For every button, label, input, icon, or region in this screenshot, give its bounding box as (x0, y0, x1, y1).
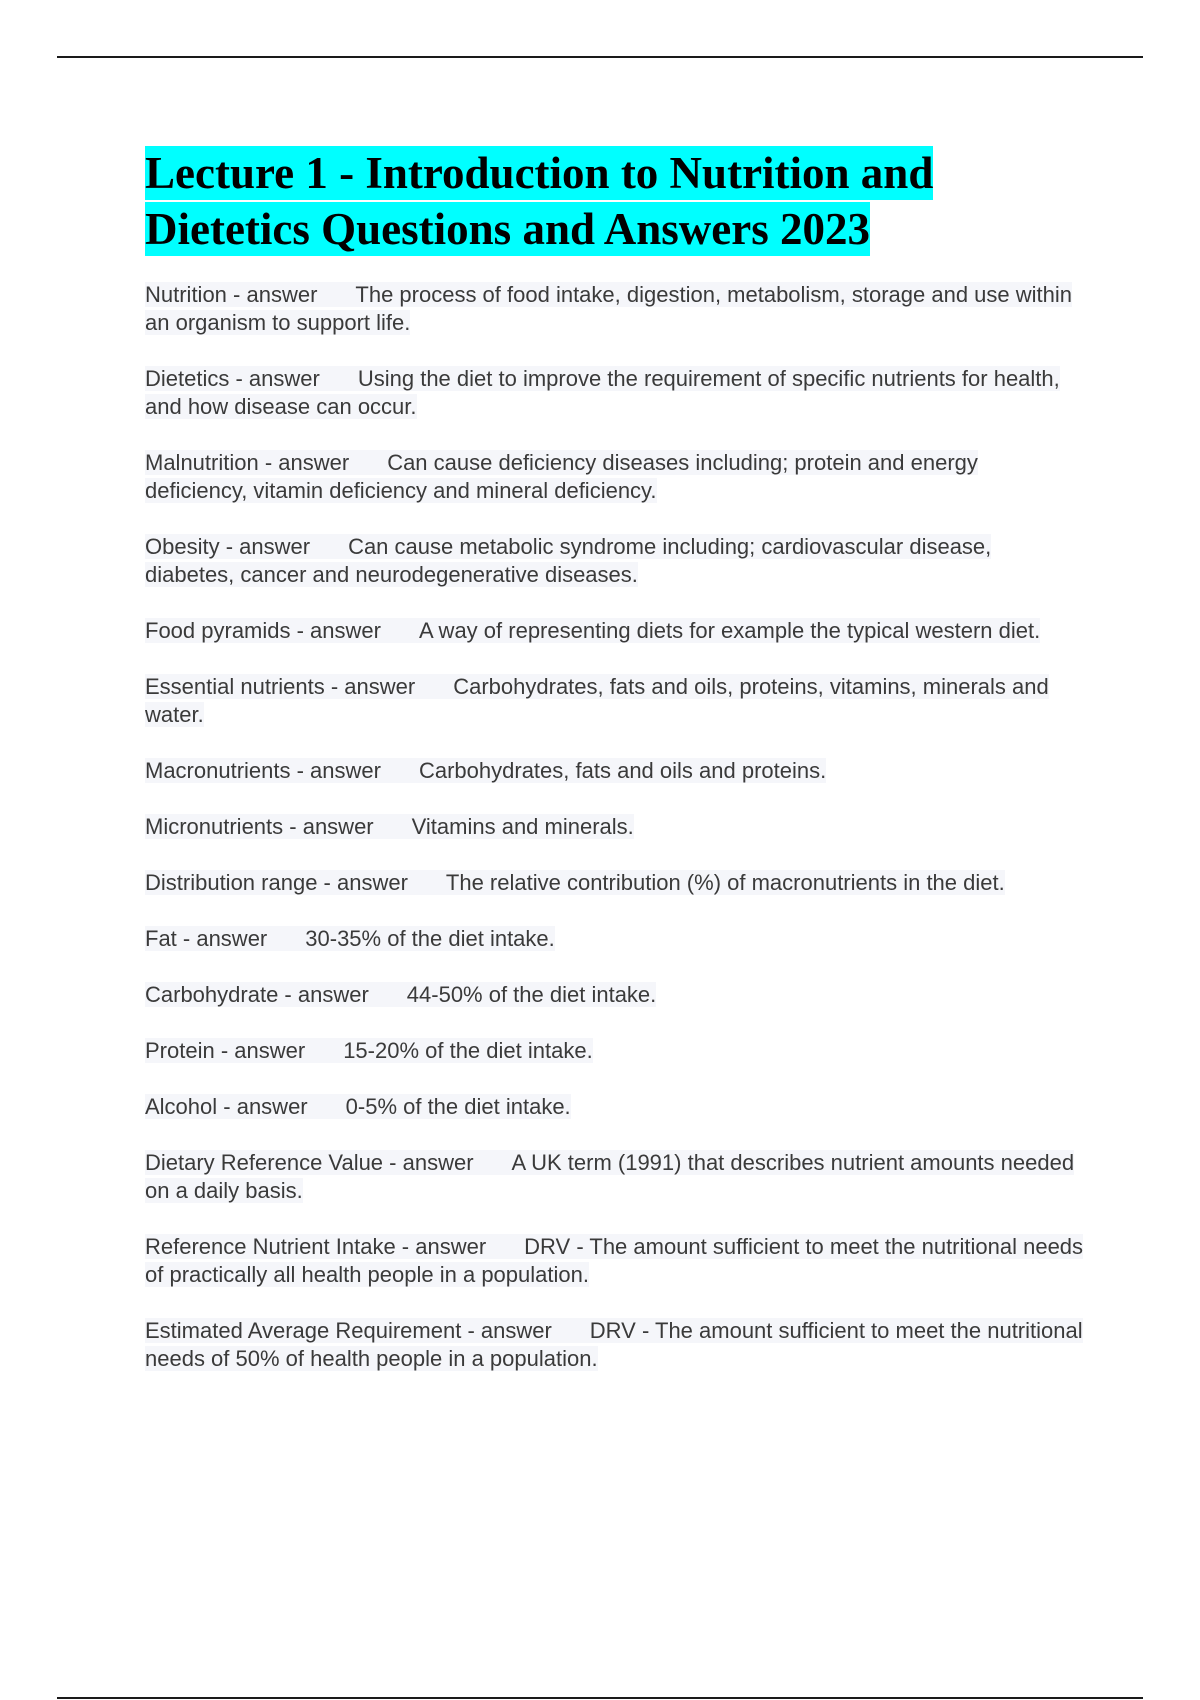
qa-item (145, 813, 1085, 841)
qa-answer: 44-50% of the diet intake. (406, 982, 657, 1007)
qa-list (145, 281, 1085, 1373)
page-title (145, 145, 1085, 257)
qa-term: Obesity - answer (145, 534, 311, 559)
qa-item (145, 281, 1085, 337)
qa-item (145, 1233, 1085, 1289)
qa-term: Fat - answer (145, 926, 268, 951)
qa-item (145, 1317, 1085, 1373)
qa-item (145, 673, 1085, 729)
qa-answer: Vitamins and minerals. (411, 814, 634, 839)
qa-item (145, 869, 1085, 897)
qa-answer: Carbohydrates, fats and oils, proteins, vitamins, minerals and water. (145, 674, 1049, 727)
qa-term: Alcohol - answer (145, 1094, 308, 1119)
qa-term: Dietary Reference Value - answer (145, 1150, 474, 1175)
qa-term: Protein - answer (145, 1038, 306, 1063)
qa-term: Essential nutrients - answer (145, 674, 416, 699)
qa-item (145, 617, 1085, 645)
qa-term: Micronutrients - answer (145, 814, 374, 839)
page-content (145, 145, 1085, 1401)
qa-term: Macronutrients - answer (145, 758, 381, 783)
qa-answer: DRV - The amount sufficient to meet the nutritional needs of practically all health people in a population. (145, 1234, 1084, 1287)
qa-answer: A way of representing diets for example the typical western diet. (418, 618, 1041, 643)
qa-answer: Can cause metabolic syndrome including; cardiovascular disease, diabetes, cancer and neurodegenerative diseases. (145, 534, 992, 587)
qa-term: Distribution range - answer (145, 870, 408, 895)
qa-item (145, 757, 1085, 785)
qa-term: Carbohydrate - answer (145, 982, 369, 1007)
qa-item (145, 365, 1085, 421)
qa-item (145, 981, 1085, 1009)
qa-item (145, 925, 1085, 953)
qa-item (145, 533, 1085, 589)
qa-term: Reference Nutrient Intake - answer (145, 1234, 487, 1259)
qa-term: Dietetics - answer (145, 366, 320, 391)
page-title-text: Lecture 1 - Introduction to Nutrition and Dietetics Questions and Answers 2023 (145, 148, 934, 254)
qa-item (145, 1037, 1085, 1065)
qa-item (145, 1093, 1085, 1121)
top-rule (57, 56, 1143, 58)
qa-answer: 15-20% of the diet intake. (343, 1038, 593, 1063)
qa-answer: 30-35% of the diet intake. (305, 926, 555, 951)
qa-answer: A UK term (1991) that describes nutrient amounts needed on a daily basis. (145, 1150, 1075, 1203)
qa-answer: DRV - The amount sufficient to meet the nutritional needs of 50% of health people in a population. (145, 1318, 1083, 1371)
qa-term: Nutrition - answer (145, 282, 318, 307)
qa-term: Food pyramids - answer (145, 618, 381, 643)
bottom-rule (57, 1697, 1143, 1699)
qa-answer: Carbohydrates, fats and oils and proteins. (418, 758, 827, 783)
qa-answer: Can cause deficiency diseases including; protein and energy deficiency, vitamin deficiency and mineral deficiency. (145, 450, 978, 503)
qa-item (145, 1149, 1085, 1205)
qa-term: Estimated Average Requirement - answer (145, 1318, 552, 1343)
qa-term: Malnutrition - answer (145, 450, 350, 475)
qa-answer: The process of food intake, digestion, metabolism, storage and use within an organism to support life. (145, 282, 1073, 335)
qa-answer: Using the diet to improve the requirement of specific nutrients for health, and how disease can occur. (145, 366, 1060, 419)
qa-answer: 0-5% of the diet intake. (345, 1094, 571, 1119)
qa-item (145, 449, 1085, 505)
qa-answer: The relative contribution (%) of macronutrients in the diet. (445, 870, 1005, 895)
